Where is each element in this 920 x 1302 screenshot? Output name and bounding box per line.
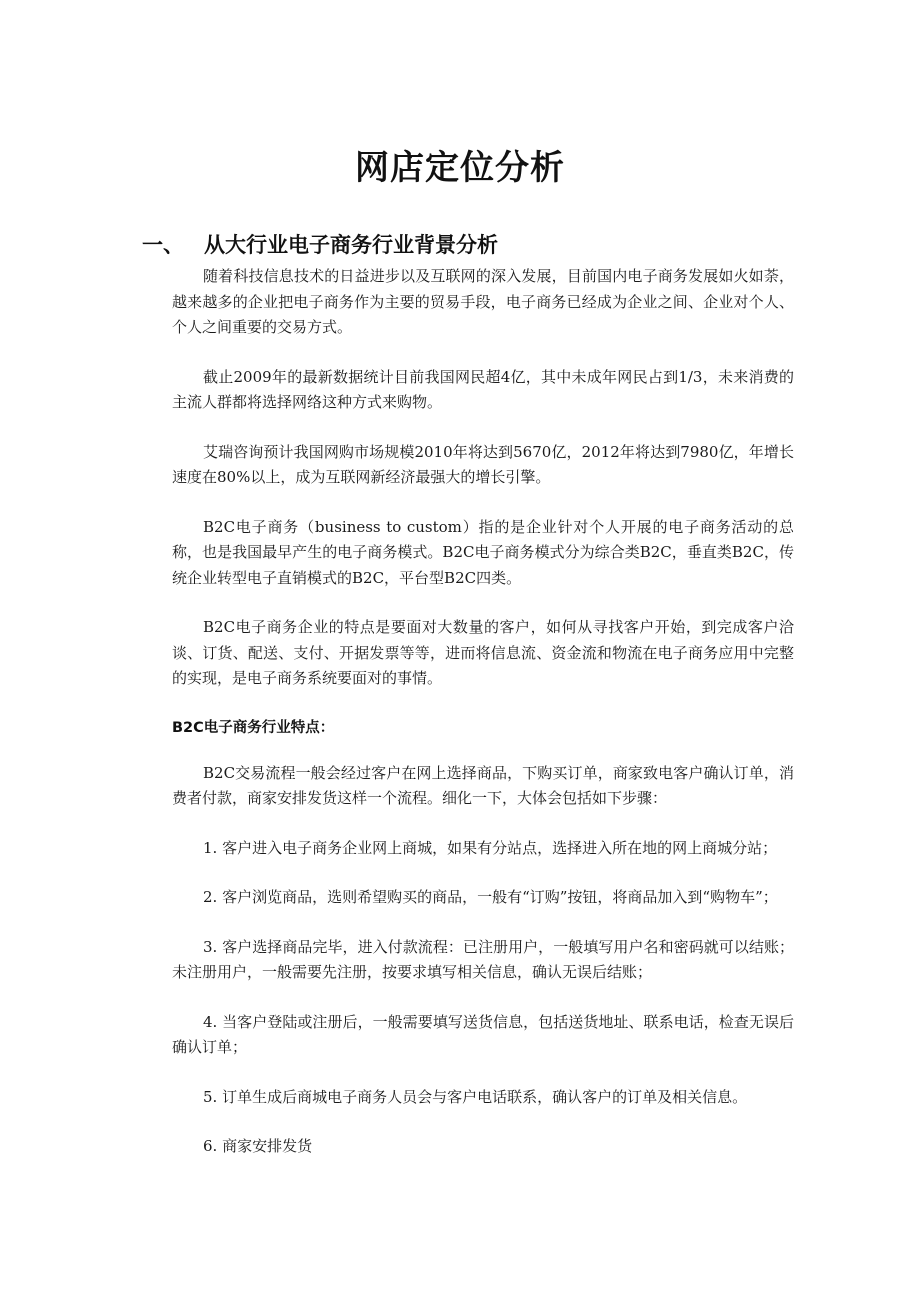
section-heading: [142, 230, 498, 260]
document-body: [172, 264, 794, 1184]
document-title: 网店定位分析: [355, 148, 565, 188]
paragraph: B2C电子商务（business to custom）指的是企业针对个人开展的电子商务活动的总称，也是我国最早产生的电子商务模式。B2C电子商务模式分为综合类B2C，垂直类B2C，传统企业转型电子直销模式的B2C，平台型B2C四类。: [172, 517, 794, 587]
list-item: 3. 客户选择商品完毕，进入付款流程：已注册用户，一般填写用户名和密码就可以结账；未注册用户，一般需要先注册，按要求填写相关信息，确认无误后结账；: [172, 937, 794, 981]
list-item: 4. 当客户登陆或注册后，一般需要填写送货信息，包括送货地址、联系电话，检查无误后确认订单；: [172, 1012, 794, 1056]
section-heading-text: 从大行业电子商务行业背景分析: [204, 233, 498, 257]
paragraph: 艾瑞咨询预计我国网购市场规模2010年将达到5670亿，2012年将达到7980亿，年增长速度在80%以上，成为互联网新经济最强大的增长引擎。: [172, 442, 794, 486]
list-item: 2. 客户浏览商品，选则希望购买的商品，一般有“订购”按钮，将商品加入到“购物车”；: [203, 888, 778, 906]
subheading: B2C电子商务行业特点：: [172, 719, 335, 736]
paragraph: B2C电子商务企业的特点是要面对大数量的客户，如何从寻找客户开始，到完成客户洽谈、订货、配送、支付、开据发票等等，进而将信息流、资金流和物流在电子商务应用中完整的实现，是电子商务系统要面对的事情。: [172, 618, 794, 687]
list-item: 1. 客户进入电子商务企业网上商城，如果有分站点，选择进入所在地的网上商城分站；: [203, 838, 778, 857]
list-item: 5. 订单生成后商城电子商务人员会与客户电话联系，确认客户的订单及相关信息。: [203, 1087, 748, 1106]
paragraph: B2C交易流程一般会经过客户在网上选择商品，下购买订单，商家致电客户确认订单，消费者付款，商家安排发货这样一个流程。细化一下，大体会包括如下步骤：: [172, 763, 794, 807]
paragraph: 截止2009年的最新数据统计目前我国网民超4亿，其中未成年网民占到1/3，未来消费的主流人群都将选择网络这种方式来购物。: [172, 367, 794, 411]
section-number: 一、: [142, 233, 184, 257]
paragraph: 随着科技信息技术的日益进步以及互联网的深入发展，目前国内电子商务发展如火如荼，越来越多的企业把电子商务作为主要的贸易手段，电子商务已经成为企业之间、企业对个人、个人之间重要的交易方式。: [172, 267, 794, 336]
list-item: 6. 商家安排发货: [203, 1137, 313, 1155]
